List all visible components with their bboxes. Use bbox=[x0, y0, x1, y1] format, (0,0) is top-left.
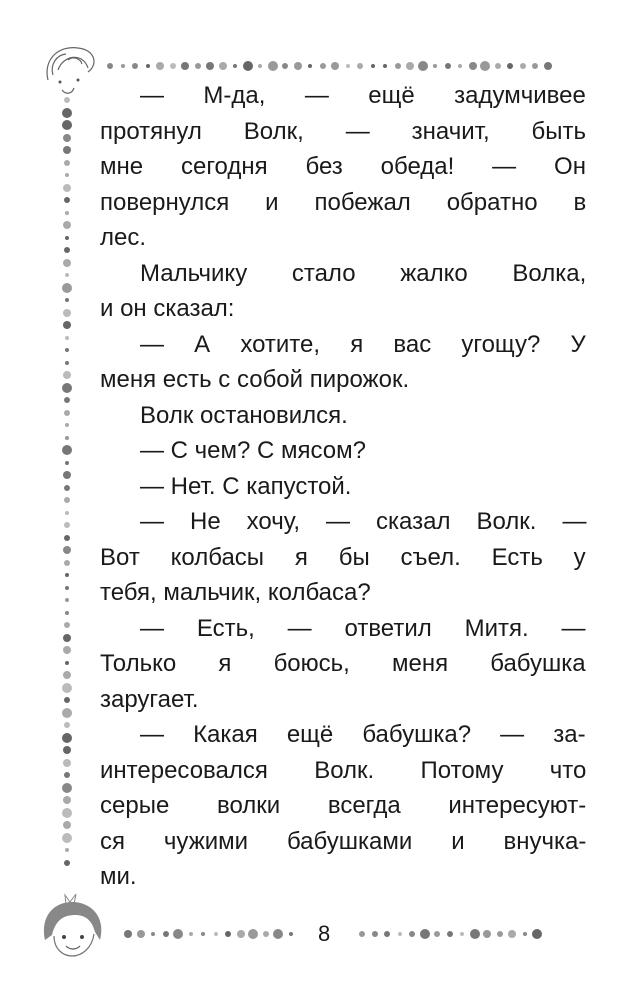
decorative-dot bbox=[64, 247, 70, 253]
decorative-dot bbox=[63, 221, 71, 229]
decorative-dot bbox=[469, 62, 477, 70]
decorative-dot bbox=[156, 62, 164, 70]
decorative-dot bbox=[470, 929, 480, 939]
decorative-dot bbox=[63, 134, 71, 142]
decorative-dot bbox=[480, 61, 490, 71]
decorative-dot bbox=[65, 298, 69, 302]
text-line: ся чужими бабушками и внучка- bbox=[100, 827, 587, 855]
decorative-dot bbox=[63, 309, 71, 317]
decorative-dot bbox=[64, 410, 70, 416]
decorative-dot bbox=[65, 586, 69, 590]
decorative-dot bbox=[62, 733, 72, 743]
decorative-dot bbox=[507, 63, 513, 69]
decorative-dot bbox=[64, 97, 70, 103]
decorative-dot bbox=[383, 64, 387, 68]
decorative-dot bbox=[398, 932, 402, 936]
decorative-dot bbox=[532, 63, 538, 69]
decorative-dot bbox=[64, 522, 70, 528]
decorative-dot bbox=[64, 535, 70, 541]
decorative-dot bbox=[282, 63, 288, 69]
decorative-dot bbox=[268, 61, 278, 71]
decorative-dot bbox=[273, 929, 283, 939]
text-line: лес. bbox=[100, 224, 147, 251]
decorative-dot bbox=[237, 930, 245, 938]
decorative-dot bbox=[189, 932, 193, 936]
decorative-dot bbox=[409, 931, 415, 937]
text-line: — Какая ещё бабушка? — за- bbox=[140, 721, 586, 748]
text-line: — Нет. С капустой. bbox=[140, 472, 352, 500]
text-line: Мальчику стало жалко Волка, bbox=[140, 259, 587, 287]
decorative-dot bbox=[62, 283, 72, 293]
page-text bbox=[100, 78, 586, 895]
decorative-dot bbox=[63, 634, 71, 642]
decorative-dot bbox=[65, 336, 69, 340]
decorative-dot bbox=[63, 259, 71, 267]
decorative-dot bbox=[65, 661, 69, 665]
decorative-dot bbox=[460, 932, 464, 936]
decorative-dot bbox=[233, 64, 237, 68]
decorative-dot bbox=[248, 929, 258, 939]
decorative-dot bbox=[65, 611, 69, 615]
decorative-dot bbox=[62, 120, 72, 130]
decorative-dot bbox=[65, 461, 69, 465]
decorative-dot bbox=[63, 321, 71, 329]
decorative-dot bbox=[65, 598, 69, 602]
decorative-dot bbox=[447, 931, 453, 937]
decorative-dot bbox=[263, 931, 269, 937]
decorative-dot bbox=[201, 932, 205, 936]
decorative-dot bbox=[62, 383, 72, 393]
decorative-dot bbox=[63, 546, 71, 554]
decorative-dot bbox=[371, 64, 375, 68]
decorative-dot bbox=[65, 423, 69, 427]
decorative-dot bbox=[62, 445, 72, 455]
text-line: мне сегодня без обеда! — Он bbox=[100, 153, 586, 180]
decorative-dot bbox=[64, 860, 70, 866]
page-number: 8 bbox=[318, 921, 331, 946]
decorative-dot bbox=[372, 931, 378, 937]
decorative-dot bbox=[520, 63, 526, 69]
decorative-dot bbox=[64, 397, 70, 403]
decorative-dot bbox=[64, 560, 70, 566]
decorative-dot bbox=[63, 746, 71, 754]
decorative-dot bbox=[64, 197, 70, 203]
decorative-dot bbox=[434, 931, 440, 937]
decorative-dot bbox=[62, 708, 72, 718]
decorative-dot bbox=[289, 932, 293, 936]
decorative-dot bbox=[64, 772, 70, 778]
decorative-dot bbox=[64, 497, 70, 503]
decorative-dot bbox=[483, 930, 491, 938]
text-line: повернулся и побежал обратно в bbox=[100, 188, 587, 216]
text-line: серые волки всегда интересуют- bbox=[100, 792, 587, 819]
decorative-dot bbox=[508, 930, 516, 938]
decorative-dot bbox=[65, 236, 69, 240]
decorative-dot bbox=[124, 930, 132, 938]
decorative-dot bbox=[163, 931, 169, 937]
text-line: — А хотите, я вас угощу? У bbox=[140, 330, 586, 358]
decorative-dot bbox=[294, 62, 302, 70]
decorative-dot bbox=[320, 63, 326, 69]
decorative-dot bbox=[458, 64, 462, 68]
decorative-dot bbox=[137, 930, 145, 938]
decorative-dot bbox=[433, 64, 437, 68]
text-line: Волк остановился. bbox=[140, 401, 348, 429]
decorative-dot bbox=[63, 796, 71, 804]
decorative-dot bbox=[243, 61, 253, 71]
text-line: — Не хочу, — сказал Волк. — bbox=[140, 508, 587, 535]
decorative-dot bbox=[132, 63, 138, 69]
decorative-dot bbox=[495, 63, 501, 69]
decorative-dot bbox=[65, 173, 69, 177]
decorative-dot bbox=[63, 184, 71, 192]
decorative-dot bbox=[65, 573, 69, 577]
text-line: — М-да, — ещё задумчивее bbox=[140, 82, 586, 109]
decorative-dot bbox=[65, 848, 69, 852]
decorative-dot bbox=[64, 722, 70, 728]
decorative-dot bbox=[63, 146, 71, 154]
decorative-dot bbox=[146, 64, 150, 68]
decorative-dot bbox=[62, 833, 72, 843]
text-line: и он сказал: bbox=[100, 295, 235, 322]
decorative-dot bbox=[219, 62, 227, 70]
text-line: ми. bbox=[100, 863, 137, 890]
decorative-dot bbox=[497, 931, 503, 937]
decorative-dot bbox=[63, 671, 71, 679]
decorative-dot bbox=[181, 62, 189, 70]
decorative-dot bbox=[445, 63, 451, 69]
decorative-dot bbox=[62, 683, 72, 693]
decorative-dot bbox=[359, 931, 365, 937]
decorative-dot bbox=[63, 821, 71, 829]
decorative-dot bbox=[151, 932, 155, 936]
decorative-dot bbox=[64, 485, 70, 491]
decorative-dot bbox=[195, 63, 201, 69]
decorative-dot bbox=[206, 62, 214, 70]
decorative-dot bbox=[62, 108, 72, 118]
decorative-dot bbox=[173, 929, 183, 939]
decorative-dot bbox=[121, 64, 125, 68]
text-line: меня есть с собой пирожок. bbox=[100, 366, 410, 393]
decorative-dot bbox=[65, 211, 69, 215]
decorative-dot bbox=[395, 63, 401, 69]
decorative-dot bbox=[384, 931, 390, 937]
text-line: — Есть, — ответил Митя. — bbox=[140, 614, 586, 642]
decorative-dot bbox=[65, 273, 69, 277]
text-line: Вот колбасы я бы съел. Есть у bbox=[100, 543, 586, 571]
decorative-dot bbox=[406, 62, 414, 70]
decorative-dot bbox=[63, 646, 71, 654]
decorative-dot bbox=[214, 932, 218, 936]
decorative-dot bbox=[65, 511, 69, 515]
decorative-dot bbox=[532, 929, 542, 939]
decorative-dot bbox=[225, 931, 231, 937]
decorative-dot bbox=[420, 929, 430, 939]
decorative-dot bbox=[65, 348, 69, 352]
decorative-dot bbox=[62, 783, 72, 793]
decorative-dot bbox=[107, 63, 113, 69]
text-line: тебя, мальчик, колбаса? bbox=[100, 579, 371, 606]
text-line: — С чем? С мясом? bbox=[140, 437, 366, 464]
decorative-dot bbox=[62, 808, 72, 818]
decorative-dot bbox=[170, 63, 176, 69]
girl-face-illustration-icon bbox=[40, 890, 110, 960]
decorative-dot bbox=[64, 622, 70, 628]
decorative-dot bbox=[64, 160, 70, 166]
text-line: протянул Волк, — значит, быть bbox=[100, 117, 587, 145]
decorative-dot bbox=[418, 61, 428, 71]
decorative-dot bbox=[63, 371, 71, 379]
decorative-dot bbox=[63, 471, 71, 479]
decorative-dot bbox=[346, 64, 350, 68]
decorative-dot bbox=[357, 63, 363, 69]
decorative-dot bbox=[64, 697, 70, 703]
decorative-dot bbox=[544, 62, 552, 70]
text-line: интересовался Волк. Потому что bbox=[100, 756, 587, 784]
decorative-dot bbox=[258, 64, 262, 68]
boy-face-illustration-icon bbox=[38, 40, 108, 100]
text-line: Только я боюсь, меня бабушка bbox=[100, 650, 586, 677]
decorative-dot bbox=[523, 932, 527, 936]
decorative-dot bbox=[65, 436, 69, 440]
text-line: заругает. bbox=[100, 685, 199, 713]
decorative-dot bbox=[308, 64, 312, 68]
decorative-dot bbox=[331, 62, 339, 70]
decorative-dot bbox=[63, 759, 71, 767]
decorative-dot bbox=[65, 361, 69, 365]
